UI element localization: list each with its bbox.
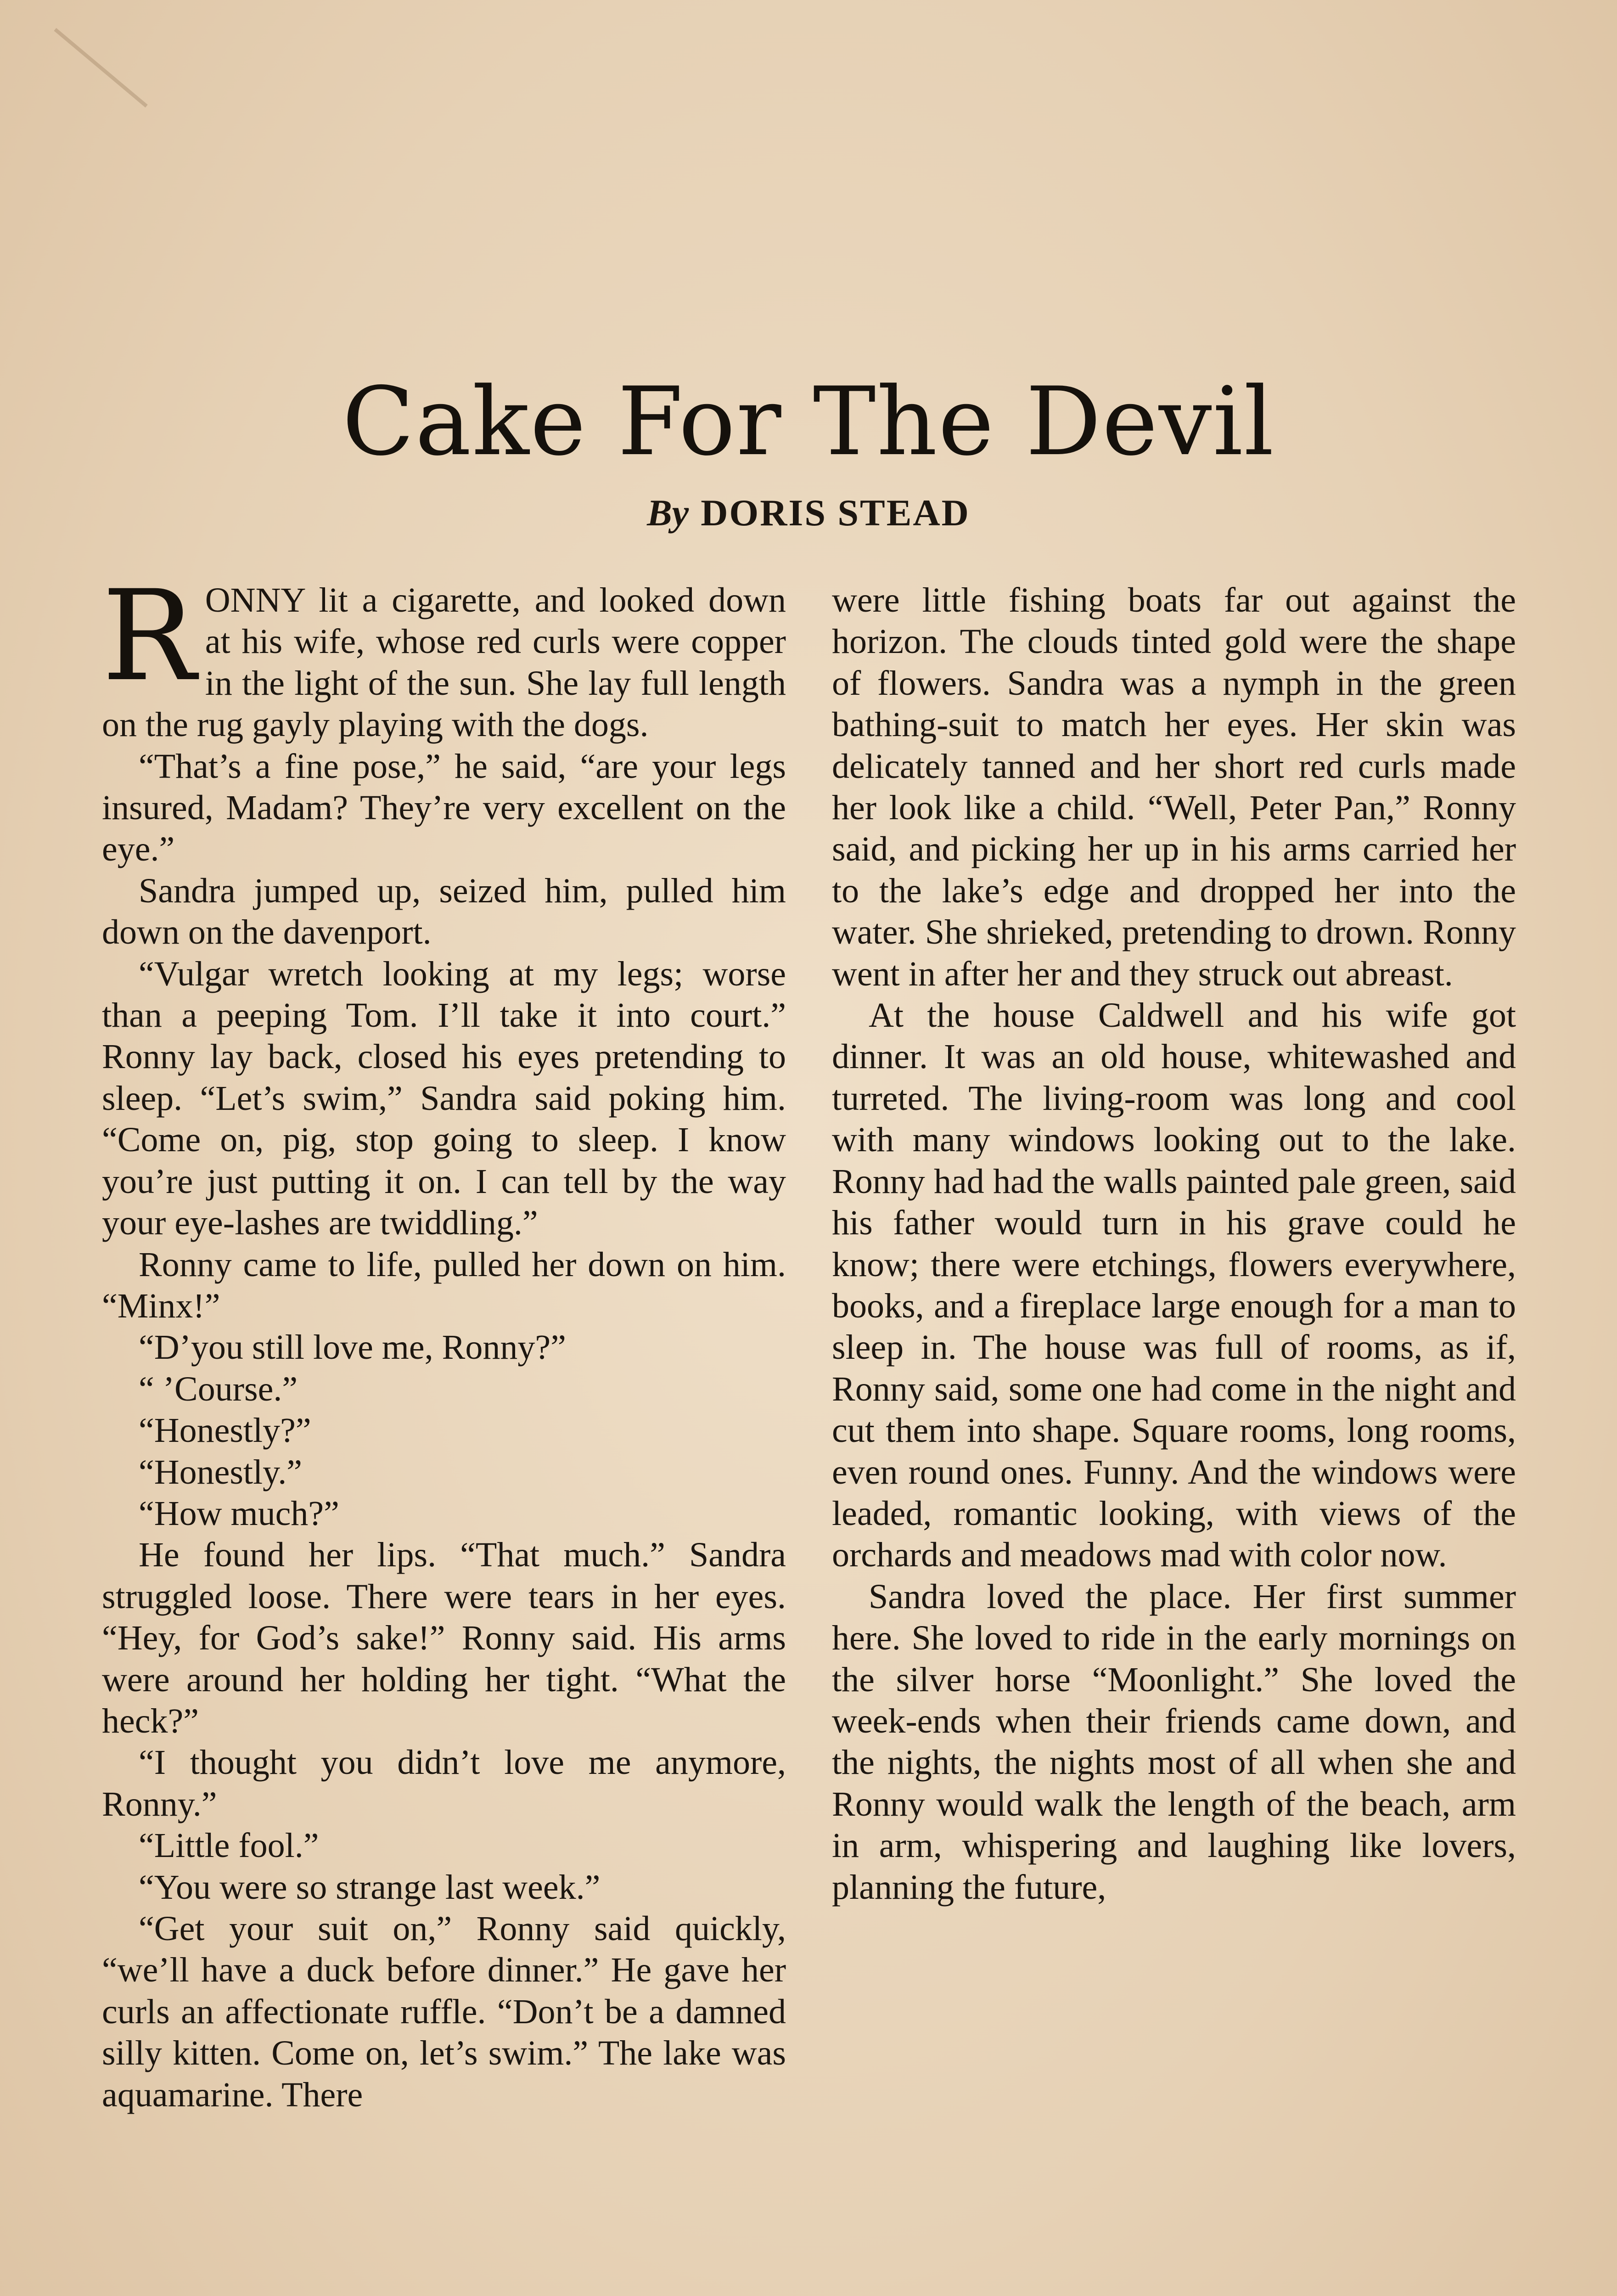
byline-author: DORIS STEAD: [701, 492, 970, 534]
paragraph: “You were so strange last week.”: [139, 1868, 601, 1907]
paragraph: were little fishing boats far out against the horizon. The clouds tinted gold were the shape of flowers. Sandra was a nymph in the green bathing-suit to match her eyes. Her skin was delicately tanned and her short red curls made her look like a child. “Well, Peter Pan,” Ronny said, and picking her up in his arms carried her to the lake’s edge and dropped her into the water. She shrieked, pretending to drown. Ronny went in after her and they struck out abreast.: [832, 581, 1516, 993]
paragraph: “That’s a fine pose,” he said, “are your legs insured, Madam? They’re very excellent on the eye.”: [102, 747, 786, 869]
paragraph: “How much?”: [139, 1494, 339, 1533]
paragraph: At the house Caldwell and his wife got dinner. It was an old house, whitewashed and turreted. The living-room was long and cool with many windows looking out to the lake. Ronny had had the walls painted pale green, said his father would turn in his grave could he know; there were etchings, flowers everywhere, books, and a fireplace large enough for a man to sleep in. The house was full of rooms, as if, Ronny said, some one had come in the night and cut them into shape. Square rooms, long rooms, even round ones. Funny. And the windows were leaded, romantic looking, with views of the orchards and meadows mad with color now.: [832, 996, 1516, 1575]
text-column-right: [832, 580, 1516, 1908]
paragraph: “I thought you didn’t love me anymore, Ronny.”: [102, 1743, 786, 1823]
paragraph: He found her lips. “That much.” Sandra struggled loose. There were tears in her eyes. “Hey, for God’s sake!” Ronny said. His arms were around her holding her tight. “What the heck?”: [102, 1536, 786, 1740]
paragraph: “ ’Course.”: [139, 1369, 298, 1408]
paragraph: Sandra loved the place. Her first summer here. She loved to ride in the early mornings on the silver horse “Moonlight.” She loved the week-ends when their friends came down, and the nights, the nights most of all when she and Ronny would walk the length of the beach, arm in arm, whispering and laughing like lovers, planning the future,: [832, 1577, 1516, 1907]
paragraph: “Honestly.”: [139, 1452, 302, 1491]
drop-cap: R: [102, 564, 196, 709]
byline-by: By: [647, 492, 689, 534]
paragraph: “Little fool.”: [139, 1826, 319, 1865]
paragraph: ONNY lit a cigarette, and looked down at his wife, whose red curls were copper in the light of the sun. She lay full length on the rug gayly playing with the dogs.: [102, 581, 786, 744]
paragraph: “Honestly?”: [139, 1411, 311, 1450]
paragraph: “Vulgar wretch looking at my legs; worse than a peeping Tom. I’ll take it into court.” Ronny lay back, closed his eyes pretending to sleep. “Let’s swim,” Sandra said poking him. “Come on, pig, stop going to sleep. I know you’re just putting it on. I can tell by the way your eye-lashes are twiddling.”: [102, 954, 786, 1243]
text-column-left: [102, 564, 786, 2116]
paragraph: “D’you still love me, Ronny?”: [139, 1328, 566, 1367]
story-title: Cake For The Devil: [342, 367, 1275, 477]
paragraph: Sandra jumped up, seized him, pulled him down on the davenport.: [102, 871, 786, 952]
paper-crease: [54, 28, 147, 107]
paragraph: Ronny came to life, pulled her down on him. “Minx!”: [102, 1245, 786, 1325]
byline: [0, 491, 1617, 535]
paragraph: “Get your suit on,” Ronny said quickly, “we’ll have a duck before dinner.” He gave her curls an affectionate ruffle. “Don’t be a damned silly kitten. Come on, let’s swim.” The lake was aquamarine. There: [102, 1909, 786, 2114]
